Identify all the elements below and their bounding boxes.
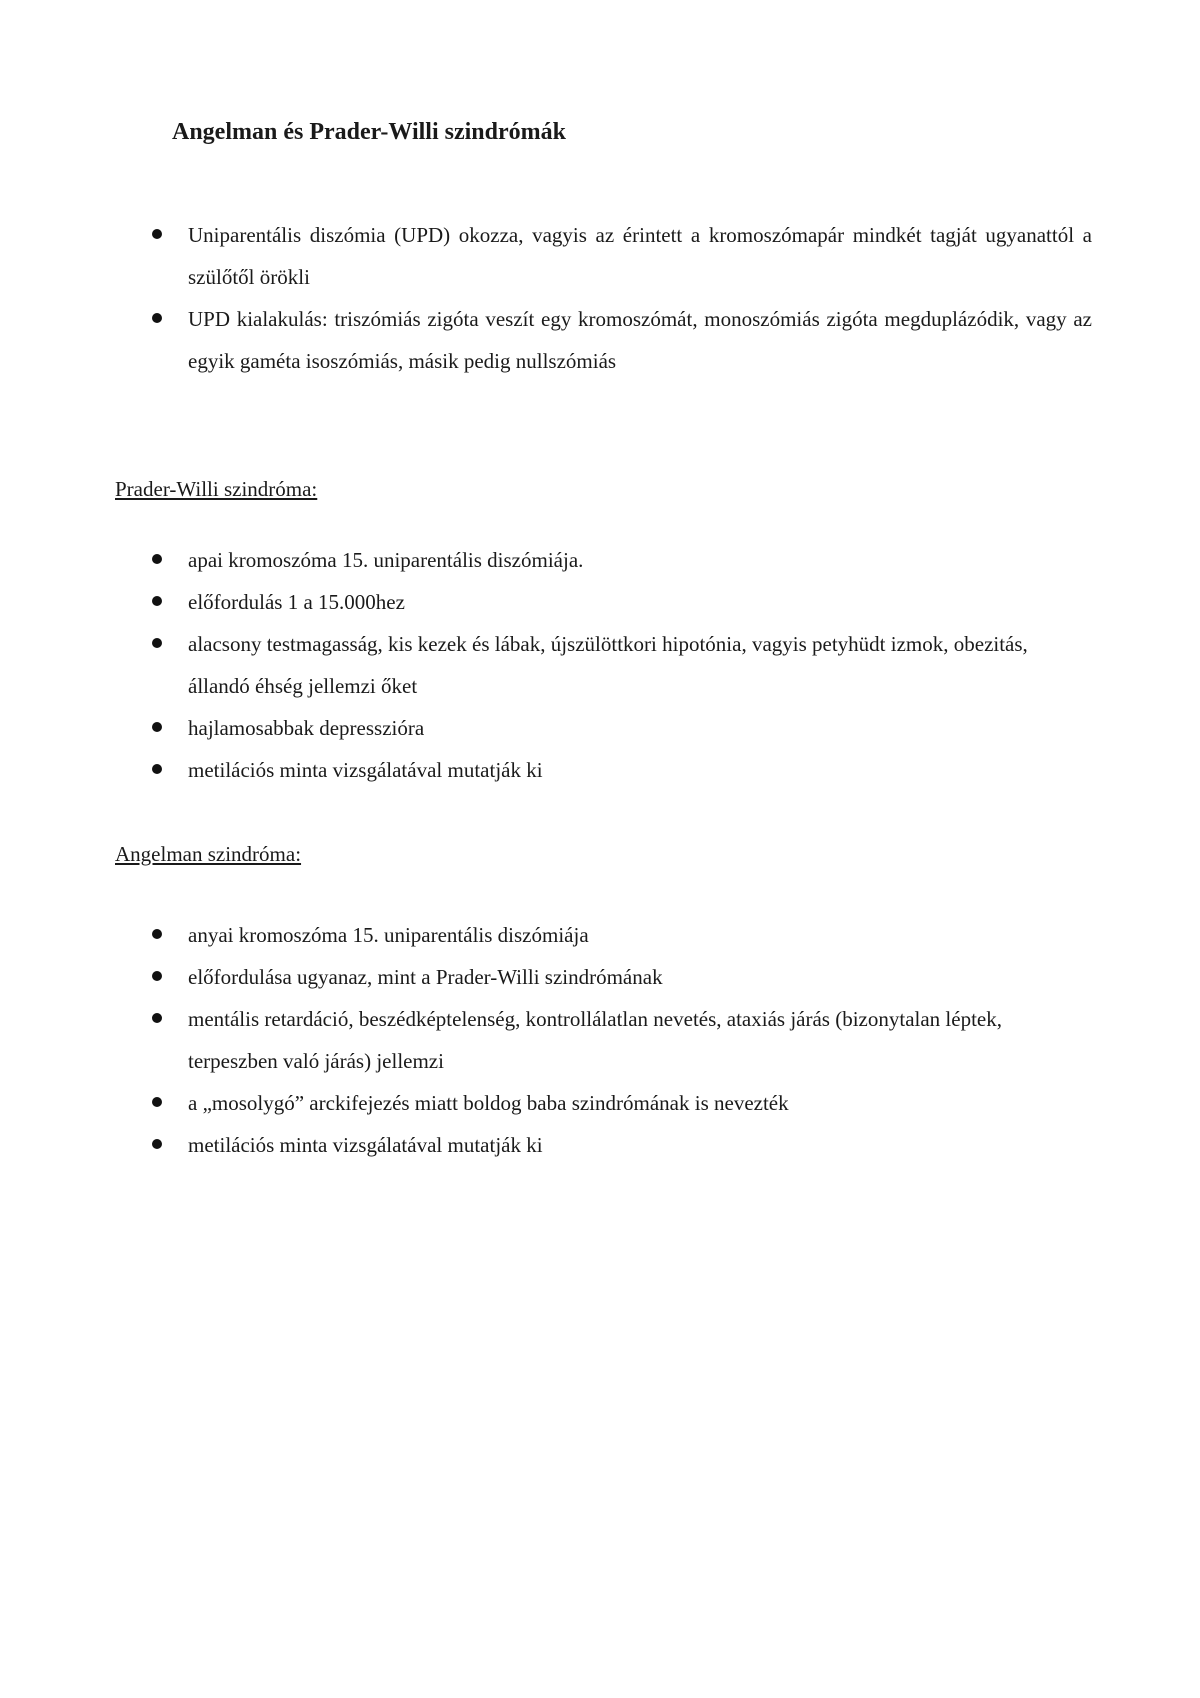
- bullet-icon: [152, 229, 162, 239]
- list-item: [148, 623, 1092, 707]
- list-item: [148, 214, 1092, 298]
- bullet-icon: [152, 971, 162, 981]
- list-item: [148, 749, 1092, 791]
- page-title: Angelman és Prader-Willi szindrómák: [172, 119, 566, 145]
- list-item-text: a „mosolygó” arckifejezés miatt boldog baba szindrómának is nevezték: [188, 1091, 789, 1115]
- angelman-list: [148, 914, 1092, 1166]
- list-item-text: alacsony testmagasság, kis kezek és lábak, újszülöttkori hipotónia, vagyis petyhüdt izmok, obezitás, állandó éhség jellemzi őket: [188, 632, 1028, 698]
- bullet-icon: [152, 722, 162, 732]
- list-item: [148, 956, 1092, 998]
- prader-willi-list: [148, 539, 1092, 791]
- bullet-icon: [152, 929, 162, 939]
- bullet-icon: [152, 596, 162, 606]
- list-item-text: előfordulás 1 a 15.000hez: [188, 590, 405, 614]
- bullet-icon: [152, 1097, 162, 1107]
- list-item: [148, 581, 1092, 623]
- list-item-text: anyai kromoszóma 15. uniparentális diszómiája: [188, 923, 589, 947]
- bullet-icon: [152, 1139, 162, 1149]
- bullet-icon: [152, 313, 162, 323]
- list-item: [148, 707, 1092, 749]
- list-item: [148, 998, 1092, 1082]
- list-item: [148, 539, 1092, 581]
- list-item-text: metilációs minta vizsgálatával mutatják ki: [188, 758, 543, 782]
- list-item-text: Uniparentális diszómia (UPD) okozza, vagyis az érintett a kromoszómapár mindkét tagját ugyanattól a szülőtől örökli: [188, 223, 1092, 289]
- list-item-text: apai kromoszóma 15. uniparentális diszómiája.: [188, 548, 584, 572]
- list-item: [148, 1124, 1092, 1166]
- bullet-icon: [152, 554, 162, 564]
- list-item: [148, 298, 1092, 382]
- list-item-text: előfordulása ugyanaz, mint a Prader-Willi szindrómának: [188, 965, 663, 989]
- list-item-text: mentális retardáció, beszédképtelenség, kontrollálatlan nevetés, ataxiás járás (bizonytalan léptek, terpeszben való járás) jellemzi: [188, 1007, 1002, 1073]
- list-item-text: metilációs minta vizsgálatával mutatják ki: [188, 1133, 543, 1157]
- section-heading-prader-willi: Prader-Willi szindróma:: [115, 477, 318, 501]
- section-heading-angelman: Angelman szindróma:: [115, 842, 302, 866]
- list-item: [148, 914, 1092, 956]
- bullet-icon: [152, 1013, 162, 1023]
- list-item: [148, 1082, 1092, 1124]
- list-item-text: UPD kialakulás: triszómiás zigóta veszít egy kromoszómát, monoszómiás zigóta megduplázódik, vagy az egyik gaméta isoszómiás, másik pedig nullszómiás: [188, 307, 1092, 373]
- intro-list: [148, 214, 1092, 382]
- bullet-icon: [152, 764, 162, 774]
- bullet-icon: [152, 638, 162, 648]
- list-item-text: hajlamosabbak depresszióra: [188, 716, 425, 740]
